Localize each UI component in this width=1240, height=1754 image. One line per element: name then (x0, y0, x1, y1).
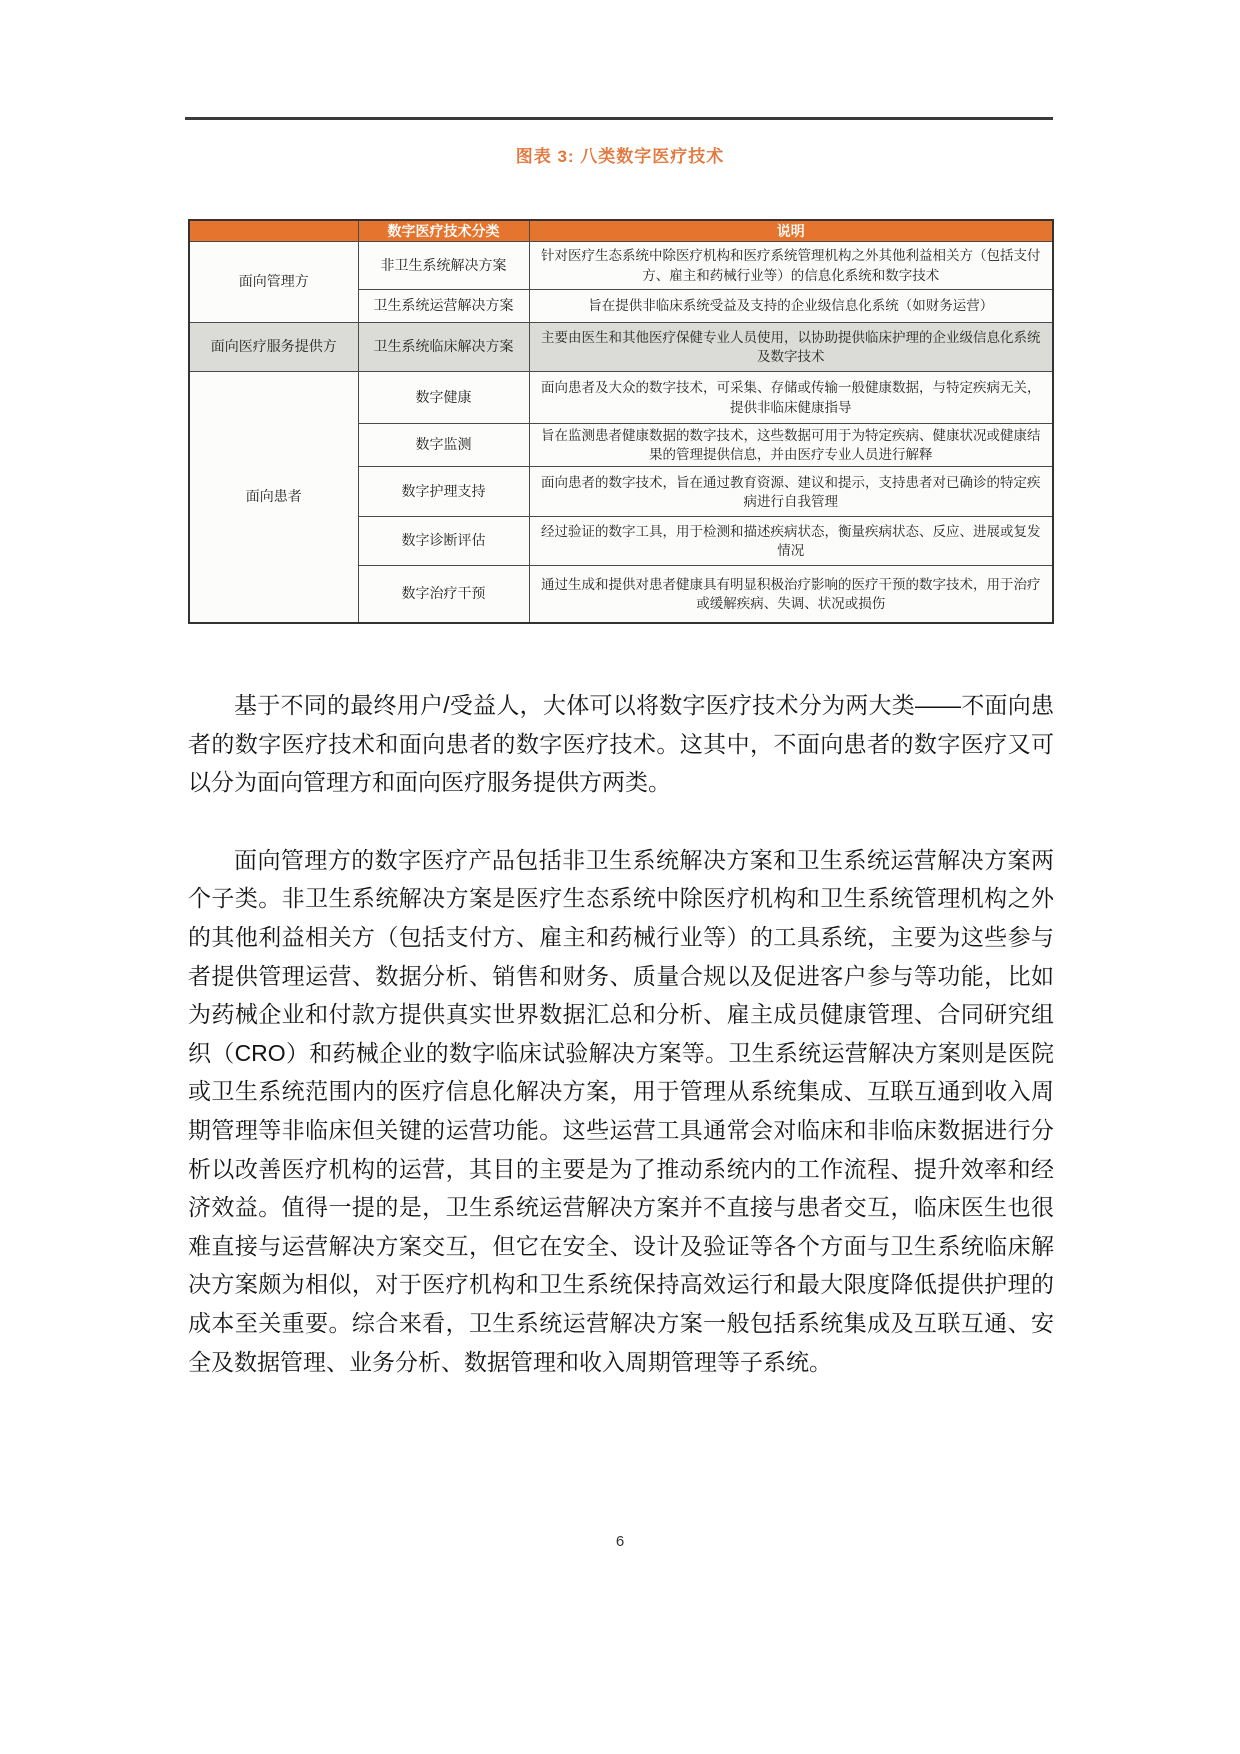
group-cell-provider: 面向医疗服务提供方 (189, 323, 358, 372)
table-row-highlighted (189, 323, 1053, 372)
table-header-row (189, 220, 1053, 242)
description-cell: 面向患者的数字技术，旨在通过教育资源、建议和提示，支持患者对已确诊的特定疾病进行自我管理 (529, 467, 1053, 517)
header-cell-category: 数字医疗技术分类 (358, 220, 529, 242)
paragraph-2: 面向管理方的数字医疗产品包括非卫生系统解决方案和卫生系统运营解决方案两个子类。非卫生系统解决方案是医疗生态系统中除医疗机构和卫生系统管理机构之外的其他利益相关方（包括支付方、雇主和药械行业等）的工具系统，主要为这些参与者提供管理运营、数据分析、销售和财务、质量合规以及促进客户参与等功能，比如为药械企业和付款方提供真实世界数据汇总和分析、雇主成员健康管理、合同研究组织（CRO）和药械企业的数字临床试验解决方案等。卫生系统运营解决方案则是医院或卫生系统范围内的医疗信息化解决方案，用于管理从系统集成、互联互通到收入周期管理等非临床但关键的运营功能。这些运营工具通常会对临床和非临床数据进行分析以改善医疗机构的运营，其目的主要是为了推动系统内的工作流程、提升效率和经济效益。值得一提的是，卫生系统运营解决方案并不直接与患者交互，临床医生也很难直接与运营解决方案交互，但它在安全、设计及验证等各个方面与卫生系统临床解决方案颇为相似，对于医疗机构和卫生系统保持高效运行和最大限度降低提供护理的成本至关重要。综合来看，卫生系统运营解决方案一般包括系统集成及互联互通、安全及数据管理、业务分析、数据管理和收入周期管理等子系统。 (188, 846, 1054, 1375)
description-cell: 针对医疗生态系统中除医疗机构和医疗系统管理机构之外其他利益相关方（包括支付方、雇主和药械行业等）的信息化系统和数字技术 (529, 242, 1053, 290)
page-number: 6 (615, 1533, 625, 1550)
figure-title: 图表 3: 八类数字医疗技术 (515, 147, 725, 166)
category-cell: 数字诊断评估 (358, 517, 529, 566)
category-cell: 数字健康 (358, 372, 529, 424)
figure-table (188, 219, 1054, 624)
table-row (189, 372, 1053, 424)
description-cell: 经过验证的数字工具，用于检测和描述疾病状态，衡量疾病状态、反应、进展或复发情况 (529, 517, 1053, 566)
category-cell: 卫生系统运营解决方案 (358, 290, 529, 323)
table-row (189, 242, 1053, 290)
header-cell-group (189, 220, 358, 242)
description-cell: 旨在提供非临床系统受益及支持的企业级信息化系统（如财务运营） (529, 290, 1053, 323)
description-cell: 主要由医生和其他医疗保健专业人员使用，以协助提供临床护理的企业级信息化系统及数字技术 (529, 323, 1053, 372)
header-cell-description: 说明 (529, 220, 1053, 242)
category-cell: 数字治疗干预 (358, 566, 529, 623)
paragraph-1: 基于不同的最终用户/受益人，大体可以将数字医疗技术分为两大类——不面向患者的数字医疗技术和面向患者的数字医疗技术。这其中，不面向患者的数字医疗又可以分为面向管理方和面向医疗服务提供方两类。 (188, 692, 1054, 796)
header-rule (185, 117, 1053, 120)
description-cell: 面向患者及大众的数字技术，可采集、存储或传输一般健康数据，与特定疾病无关，提供非临床健康指导 (529, 372, 1053, 424)
category-cell: 数字监测 (358, 424, 529, 467)
group-cell-management: 面向管理方 (189, 242, 358, 323)
description-cell: 旨在监测患者健康数据的数字技术，这些数据可用于为特定疾病、健康状况或健康结果的管理提供信息，并由医疗专业人员进行解释 (529, 424, 1053, 467)
category-cell: 卫生系统临床解决方案 (358, 323, 529, 372)
category-cell: 数字护理支持 (358, 467, 529, 517)
description-cell: 通过生成和提供对患者健康具有明显积极治疗影响的医疗干预的数字技术，用于治疗或缓解疾病、失调、状况或损伤 (529, 566, 1053, 623)
group-cell-patient: 面向患者 (189, 372, 358, 623)
category-cell: 非卫生系统解决方案 (358, 242, 529, 290)
body-text (188, 686, 1054, 1420)
